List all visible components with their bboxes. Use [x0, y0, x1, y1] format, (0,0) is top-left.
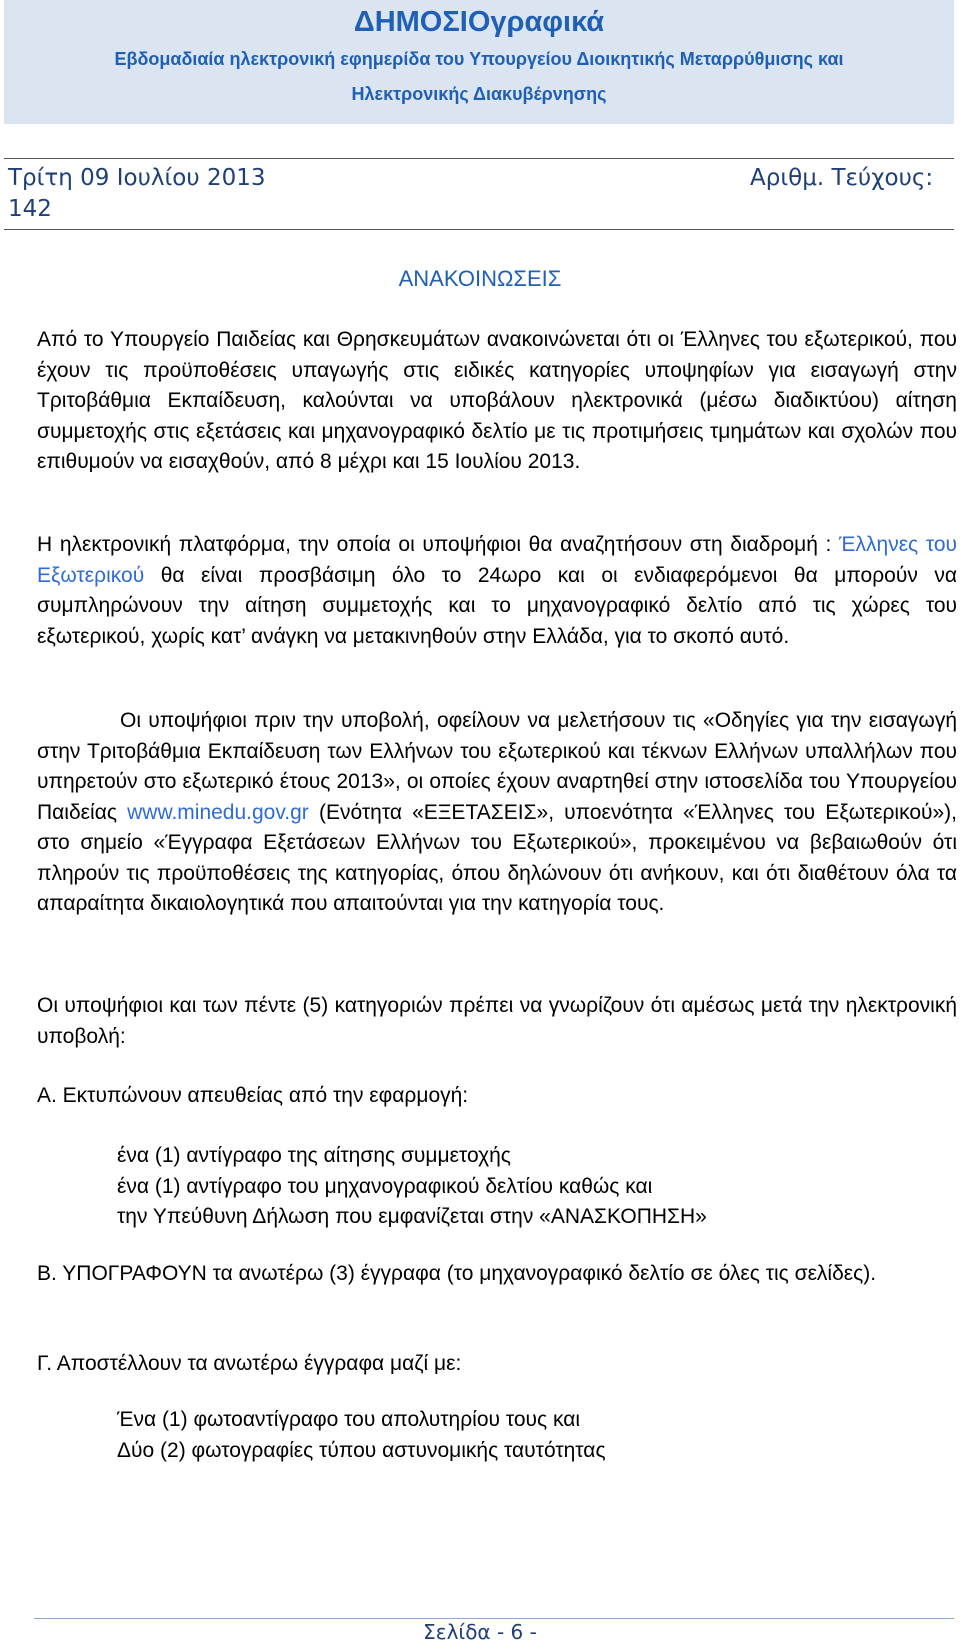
newspaper-subtitle-line-1: Εβδομαδιαία ηλεκτρονική εφημερίδα του Υπουργείου Διοικητικής Μεταρρύθμισης και [114, 49, 844, 69]
paragraph-after-submission: Οι υποψήφιοι και των πέντε (5) κατηγοριών πρέπει να γνωρίζουν ότι αμέσως μετά την ηλεκτρονική υποβολή: [37, 994, 957, 1048]
paragraph-platform-text-2: θα είναι προσβάσιμη όλο το 24ωρο και οι ενδιαφερόμενοι θα μπορούν να συμπληρώνουν την αίτηση συμμετοχής και το μηχανογραφικό δελτίο από τις χώρες του εξωτερικού, χωρίς κατ’ ανάγκη να μετακινηθούν στην Ελλάδα, για το σκοπό αυτό. [37, 563, 957, 648]
paragraph-instructions-text-2: (Ενότητα «ΕΞΕΤΑΣΕΙΣ», υποενότητα «Έλληνες του Εξωτερικού»), στο σημείο «Έγγραφα Εξετάσεων Ελλήνων του Εξωτερικού», προκειμένου να βεβαιωθούν ότι πληρούν τις προϋποθέσεις της κατηγορίας, όπου δηλώνουν ότι ανήκουν, και ότι διαθέτουν όλα τα απαραίτητα δικαιολογητικά που απαιτούνται για την κατηγορία τους. [37, 800, 957, 915]
paragraph-platform-text-1: Η ηλεκτρονική πλατφόρμα, την οποία οι υποψήφιοι θα αναζητήσουν στη διαδρομή : [37, 533, 840, 556]
list-item: ένα (1) αντίγραφο του μηχανογραφικού δελτίου καθώς και [117, 1174, 653, 1198]
footer-rule [34, 1618, 954, 1619]
newspaper-title: ΔΗΜΟΣΙΟγραφικά [353, 6, 605, 38]
paragraph-instructions [37, 706, 957, 920]
link-greeks-abroad[interactable]: Έλληνες του Εξωτερικού [37, 533, 957, 587]
list-item: Ένα (1) φωτοαντίγραφο του απολυτηρίου τους και [117, 1408, 580, 1431]
issue-date: Τρίτη 09 Ιουλίου 2013 [8, 165, 266, 191]
dateline-bottom-rule [4, 229, 954, 230]
dateline-top-rule [4, 158, 954, 159]
list-item: την Υπεύθυνη Δήλωση που εμφανίζεται στην «ΑΝΑΣΚΟΠΗΣΗ» [117, 1205, 707, 1228]
issue-label: Αριθμ. Τεύχους: [750, 165, 934, 191]
paragraph-announcement: Από το Υπουργείο Παιδείας και Θρησκευμάτων ανακοινώνεται ότι οι Έλληνες του εξωτερικού, που έχουν τις προϋποθέσεις υπαγωγής στις ειδικές κατηγορίες υποψηφίων για εισαγωγή στην Τριτοβάθμια Εκπαίδευση, καλούνται να υποβάλουν ηλεκτρονικά (μέσω διαδικτύου) αίτηση συμμετοχής στις εξετάσεις και μηχανογραφικό δελτίο με τις προτιμήσεις τμημάτων και σχολών που επιθυμούν να εισαχθούν, από 8 μέχρι και 15 Ιουλίου 2013. [37, 328, 957, 473]
section-a-heading: Α. Εκτυπώνουν απευθείας από την εφαρμογή: [37, 1084, 469, 1107]
section-c-list [117, 1405, 606, 1466]
list-item: ένα (1) αντίγραφο της αίτησης συμμετοχής [117, 1144, 511, 1167]
newspaper-subtitle-line-2: Ηλεκτρονικής Διακυβέρνησης [351, 84, 607, 104]
paragraph-instructions-text-1: Οι υποψήφιοι πριν την υποβολή, οφείλουν να μελετήσουν τις «Οδηγίες για την εισαγωγή στην Τριτοβάθμια Εκπαίδευση των Ελλήνων του εξωτερικού και τέκνων Ελλήνων υπαλλήλων που υπηρετούν στο εξωτερικό έτους 2013», οι οποίες έχουν αναρτηθεί στην ιστοσελίδα του Υπουργείου Παιδείας [37, 709, 957, 824]
list-item: Δύο (2) φωτογραφίες τύπου αστυνομικής ταυτότητας [117, 1438, 606, 1462]
section-c-heading: Γ. Αποστέλλουν τα ανωτέρω έγγραφα μαζί με: [37, 1352, 462, 1375]
paragraph-platform [37, 530, 957, 652]
section-a-list [117, 1141, 707, 1233]
page-number: Σελίδα - 6 - [423, 1620, 537, 1644]
link-minedu[interactable]: www.minedu.gov.gr [127, 800, 309, 824]
section-heading: ΑΝΑΚΟΙΝΩΣΕΙΣ [398, 266, 562, 291]
section-b-text: Β. ΥΠΟΓΡΑΦΟΥΝ τα ανωτέρω (3) έγγραφα (το μηχανογραφικό δελτίο σε όλες τις σελίδες). [37, 1262, 877, 1285]
masthead [4, 0, 954, 124]
issue-number: 142 [8, 196, 52, 222]
